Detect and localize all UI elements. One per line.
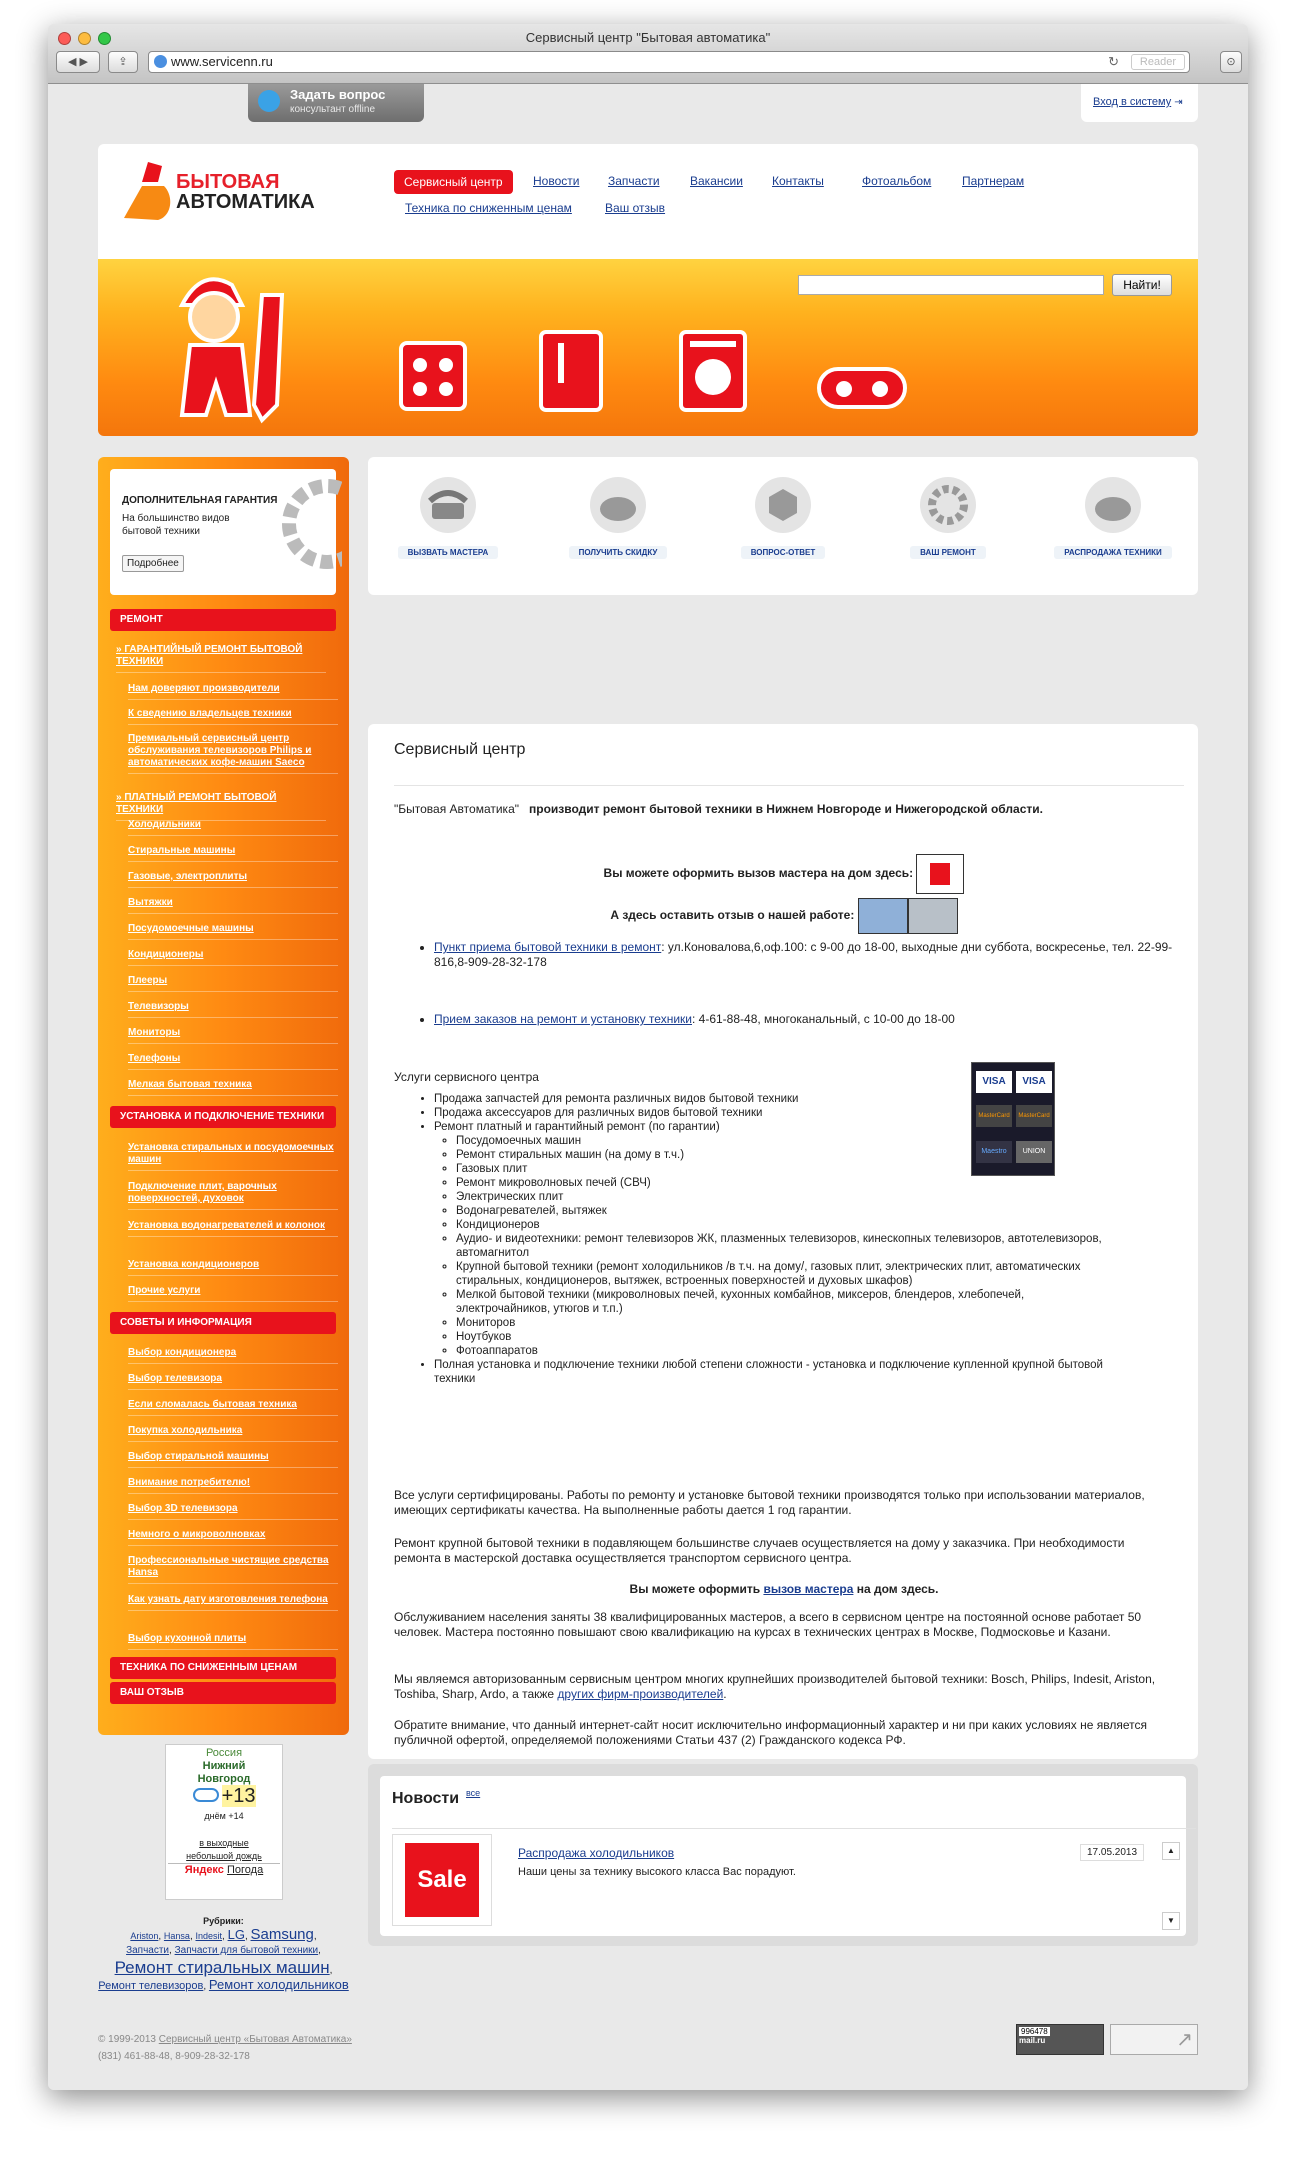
copyright-link[interactable]: Сервисный центр «Бытовая Автоматика» [158, 2034, 352, 2045]
sidebar-item-tip-3d-tv[interactable]: Выбор 3D телевизора [128, 1503, 338, 1520]
sidebar-item-players[interactable]: Плееры [128, 975, 338, 992]
quick-get-discount[interactable] [558, 475, 678, 560]
news-item-link[interactable]: Распродажа холодильников [518, 1846, 675, 1860]
washing-machine-icon [678, 329, 748, 413]
search-input[interactable] [798, 275, 1104, 295]
staff-paragraph: Обслуживанием населения заняты 38 квалифицированных мастеров, а всего в сервисном центре на постоянной основе работает 50 человек. Мастера постоянно повышают свою квалификацию на курсах в технических центрах в Москве, Подмосковье и Казани. [394, 1610, 1142, 1639]
service-repair-label: Ремонт платный и гарантийный ремонт (по гарантии) [434, 1121, 720, 1133]
quick-call-master[interactable] [388, 475, 508, 560]
sidebar-item-conditioners[interactable]: Кондиционеры [128, 949, 338, 966]
authorized-paragraph [394, 1672, 1174, 1702]
repair-item: ◦ Мелкой бытовой техники (микроволновых печей, кухонных комбайнов, миксеров, блендеров, хлебопечей, электрочайников, утюгов и т.п.) [456, 1288, 1114, 1316]
call-here-row [394, 854, 1174, 894]
quick-your-repair[interactable] [888, 475, 1008, 560]
news-block [368, 1764, 1198, 1946]
sidebar-section-discount[interactable]: ТЕХНИКА ПО СНИЖЕННЫМ ЦЕНАМ [110, 1657, 336, 1679]
brand-line1: БЫТОВАЯ [176, 171, 280, 193]
sidebar-item-tip-fridge[interactable]: Покупка холодильника [128, 1425, 338, 1442]
sidebar-section-installation[interactable]: УСТАНОВКА И ПОДКЛЮЧЕНИЕ ТЕХНИКИ [110, 1106, 336, 1128]
stove-icon [398, 329, 468, 413]
reload-icon[interactable]: ↻ [1108, 54, 1119, 69]
footer-phones: (831) 461-88-48, 8-909-28-32-178 [98, 2051, 250, 2062]
sidebar-item-warranty-repair-label[interactable]: ГАРАНТИЙНЫЙ РЕМОНТ БЫТОВОЙ ТЕХНИКИ [116, 644, 303, 667]
sidebar-item-tip-consumer[interactable]: Внимание потребителю! [128, 1477, 338, 1494]
sidebar-item-tip-tv[interactable]: Выбор телевизора [128, 1373, 338, 1390]
quick-actions [368, 457, 1198, 595]
sidebar-item-fridges[interactable]: Холодильники [128, 819, 338, 836]
sidebar-section-review[interactable]: ВАШ ОТЗЫВ [110, 1682, 336, 1704]
weather-day: днём +14 [204, 1811, 244, 1821]
login-box [1081, 84, 1198, 122]
repair-item: ◦ Крупной бытовой техники (ремонт холодильников /в т.ч. на дому/, газовых плит, электрических плит, автоматических стиральных, кондиционеров, вытяжек, встроенных поверхностей и духовых шкафов) [456, 1260, 1114, 1288]
ask-status: консультант offline [290, 104, 376, 115]
service-item: • Продажа аксессуаров для различных видов бытовой техники [434, 1106, 1114, 1120]
nav-discount[interactable]: Техника по сниженным ценам [405, 201, 572, 215]
reader-button[interactable]: Reader [1131, 54, 1185, 70]
tag-cloud: Рубрики: Ariston, Hansa, Indesit, LG, Samsung, Запчасти, Запчасти для бытовой техники, Ремонт стиральных машин, Ремонт телевизоров, Ремонт холодильников [98, 1916, 349, 1992]
point-link[interactable]: Пункт приема бытовой техники в ремонт [434, 940, 662, 954]
your-repair-button[interactable]: ВАШ РЕМОНТ [910, 546, 986, 559]
url-text[interactable]: www.servicenn.ru [171, 54, 273, 69]
point-text: : ул.Коновалова,6,оф.100: с 9-00 до 18-00, выходные дни суббота, воскресенье, тел. 22-99-816,8-909-28-32-178 [434, 940, 1173, 969]
sidebar-item-paid-repair-label[interactable]: ПЛАТНЫЙ РЕМОНТ БЫТОВОЙ ТЕХНИКИ [116, 792, 277, 815]
title-divider [394, 785, 1184, 786]
news-thumb[interactable] [392, 1834, 492, 1926]
weather-country: Россия [205, 1747, 243, 1759]
call-master-button[interactable]: ВЫЗВАТЬ МАСТЕРА [398, 546, 499, 559]
service-item [434, 1120, 1114, 1358]
tag-hansa[interactable]: Hansa [163, 1931, 190, 1941]
tags-title: Рубрики: [203, 1916, 244, 1926]
repair-item: ◦ Посудомоечных машин [456, 1134, 1114, 1148]
browser-window [48, 24, 1248, 2090]
forward-arrow-icon[interactable]: ▶ [79, 56, 88, 68]
gear-icon [282, 479, 342, 569]
pogoda-link[interactable]: Погода [226, 1864, 264, 1876]
intro [394, 802, 1174, 817]
repair-sublist [434, 1134, 1114, 1358]
sidebar-item-warranty-repair[interactable]: » ГАРАНТИЙНЫЙ РЕМОНТ БЫТОВОЙ ТЕХНИКИ [116, 644, 326, 673]
arrow-icon: ↗ [1176, 2029, 1193, 2051]
chat-icon [258, 90, 280, 112]
sidebar-item-install-heaters[interactable]: Установка водонагревателей и колонок [128, 1220, 338, 1237]
weather-city2: Новгород [197, 1773, 251, 1785]
login-icon: ⇥ [1174, 97, 1183, 108]
weather-city1: Нижний [202, 1760, 246, 1772]
sidebar-item-monitors[interactable]: Мониторы [128, 1027, 338, 1044]
sale-image: Sale [405, 1843, 479, 1917]
sidebar-item-tip-phone-date[interactable]: Как узнать дату изготовления телефона [128, 1594, 338, 1611]
mastercard-1: MasterCard [976, 1105, 1012, 1127]
weather-forecast: небольшой дождь [186, 1851, 262, 1861]
get-discount-button[interactable]: ПОЛУЧИТЬ СКИДКУ [569, 546, 668, 559]
mascot-icon [142, 265, 312, 425]
search-button[interactable]: Найти! [1112, 274, 1172, 296]
tag-fridge-repair[interactable]: Ремонт холодильников [208, 1977, 349, 1992]
visa-card-2: VISA [1016, 1071, 1052, 1093]
piggy-sale-icon [1083, 475, 1143, 535]
maestro-card: Maestro [976, 1141, 1012, 1163]
nav-partners[interactable]: Партнерам [962, 174, 1025, 188]
repair-item: ◦ Мониторов [456, 1316, 1114, 1330]
call-master-paragraph [394, 1582, 1174, 1597]
sidebar-item-tip-hansa[interactable]: Профессиональные чистящие средства Hansa [128, 1555, 338, 1584]
union-card: UNION [1016, 1141, 1052, 1163]
back-arrow-icon[interactable]: ◀ [68, 56, 77, 68]
repair-item: ◦ Ноутбуков [456, 1330, 1114, 1344]
nav-photoalbum[interactable]: Фотоальбом [862, 174, 932, 188]
services-heading: Услуги сервисного центра [394, 1070, 539, 1084]
nav-news[interactable]: Новости [533, 174, 580, 188]
tag-lg[interactable]: LG [227, 1927, 245, 1942]
authorized-text: Мы являемся авторизованным сервисным центром многих крупнейших производителей бытовой техники: Bosch, Philips, Indesit, Ariston, Toshiba, Sharp, Ardo, а также [394, 1672, 1156, 1701]
page-title: Сервисный центр [394, 741, 526, 758]
news-inner [380, 1776, 1186, 1936]
web-page [48, 84, 1248, 2090]
mastercard-2: MasterCard [1016, 1105, 1052, 1127]
orders-item [434, 1012, 1174, 1027]
sidebar [98, 457, 349, 1735]
sidebar-item-owners-info[interactable]: К сведению владельцев техники [128, 708, 338, 725]
sidebar-item-tip-broken[interactable]: Если сломалась бытовая техника [128, 1399, 338, 1416]
repair-item: ◦ Водонагревателей, вытяжек [456, 1204, 1114, 1218]
sidebar-item-stoves[interactable]: Газовые, электроплиты [128, 871, 338, 888]
nav-contacts[interactable]: Контакты [772, 174, 824, 188]
brand-name[interactable] [176, 172, 315, 212]
tag-tv-repair[interactable]: Ремонт телевизоров [98, 1980, 204, 1992]
visa-card-1: VISA [976, 1071, 1012, 1093]
cloud-icon [193, 1788, 219, 1802]
sidebar-item-tip-washer[interactable]: Выбор стиральной машины [128, 1451, 338, 1468]
sidebar-item-phones[interactable]: Телефоны [128, 1053, 338, 1070]
call-master-image[interactable] [916, 854, 964, 894]
sidebar-item-hoods[interactable]: Вытяжки [128, 897, 338, 914]
call-master-text-b: на дом здесь. [853, 1582, 939, 1596]
login-link[interactable]: Вход в систему [1093, 96, 1172, 108]
repair-item: ◦ Электрических плит [456, 1190, 1114, 1204]
tag-parts[interactable]: Запчасти [126, 1945, 170, 1956]
sidebar-item-dishwashers[interactable]: Посудомоечные машины [128, 923, 338, 940]
tag-indesit[interactable]: Indesit [195, 1931, 223, 1941]
news-date: 17.05.2013 [1080, 1844, 1144, 1861]
counter-value: 996478 [1021, 2027, 1048, 2036]
nav-vacancies[interactable]: Вакансии [690, 174, 743, 188]
tag-washer-repair[interactable]: Ремонт стиральных машин [114, 1958, 330, 1977]
review-image-2[interactable] [908, 898, 958, 934]
orders-list [394, 1012, 1174, 1027]
logo-icon[interactable] [118, 162, 178, 222]
news-item-text: Наши цены за технику высокого класса Вас порадуют. [518, 1866, 796, 1878]
sidebar-item-paid-repair[interactable]: » ПЛАТНЫЙ РЕМОНТ БЫТОВОЙ ТЕХНИКИ [116, 792, 326, 821]
news-all-link[interactable]: все [466, 1788, 481, 1798]
guarantee-promo [110, 469, 336, 595]
services-list [394, 1092, 1114, 1386]
sidebar-section-tips[interactable]: СОВЕТЫ И ИНФОРМАЦИЯ [110, 1312, 336, 1334]
intro-text: производит ремонт бытовой техники в Нижнем Новгороде и Нижегородской области. [529, 802, 1043, 816]
nav-parts[interactable]: Запчасти [608, 174, 660, 188]
quick-faq[interactable] [723, 475, 843, 560]
tape-player-icon [816, 359, 908, 411]
contact-list [394, 940, 1174, 970]
footer [98, 2034, 352, 2062]
call-master-text-a: Вы можете оформить [629, 1582, 764, 1596]
yandex-logo: Яндекс [184, 1864, 224, 1876]
intro-company: "Бытовая Автоматика" [394, 802, 519, 816]
header-banner [98, 259, 1198, 436]
copyright-text: © 1999-2013 [98, 2034, 159, 2045]
sidebar-item-install-conditioners[interactable]: Установка кондиционеров [128, 1259, 338, 1276]
ask-question-widget[interactable] [248, 84, 424, 122]
tag-samsung[interactable]: Samsung [250, 1926, 314, 1943]
weather-temp: +13 [221, 1785, 256, 1807]
sidebar-item-tip-microwaves[interactable]: Немного о микроволновках [128, 1529, 338, 1546]
sidebar-item-install-washers[interactable]: Установка стиральных и посудомоечных машин [128, 1142, 338, 1171]
second-counter[interactable] [1110, 2024, 1198, 2055]
orders-text: : 4-61-88-48, многоканальный, с 10-00 до 18-00 [692, 1012, 955, 1026]
promo-more-button[interactable]: Подробнее [122, 555, 184, 572]
call-master-link[interactable]: вызов мастера [763, 1582, 854, 1596]
certified-paragraph: Все услуги сертифицированы. Работы по ремонту и установке бытовой техники производятся только при использовании материалов, имеющих сертификаты качества. На выполненные работы дается 1 год гарантии. [394, 1488, 1145, 1517]
orders-link[interactable]: Прием заказов на ремонт и установку техники [434, 1012, 692, 1026]
share-icon: ⇪ [118, 56, 128, 68]
counter-logo: mail.ru [1019, 2036, 1046, 2045]
phone-icon [418, 475, 478, 535]
sidebar-item-tip-stove[interactable]: Выбор кухонной плиты [128, 1633, 338, 1650]
review-text: А здесь оставить отзыв о нашей работе: [610, 908, 855, 923]
header [98, 144, 1198, 262]
fridge-icon [538, 329, 604, 413]
repair-item: ◦ Газовых плит [456, 1162, 1114, 1176]
gear-wheel-icon [918, 475, 978, 535]
tag-appliance-parts[interactable]: Запчасти для бытовой техники [174, 1945, 319, 1956]
sidebar-item-other-services[interactable]: Прочие услуги [128, 1285, 338, 1302]
weather-widget[interactable] [165, 1744, 283, 1900]
sidebar-item-small-appliances[interactable]: Мелкая бытовая техника [128, 1079, 338, 1096]
tag-ariston[interactable]: Ariston [130, 1931, 159, 1941]
downloads-button[interactable] [1220, 51, 1242, 73]
review-row [394, 898, 1174, 934]
address-bar[interactable] [148, 51, 1190, 73]
service-item: • Полная установка и подключение техники любой степени сложности - установка и подключение купленной крупной бытовой техники [434, 1358, 1114, 1386]
repair-item: ◦ Кондиционеров [456, 1218, 1114, 1232]
news-scroll-down-icon[interactable]: ▼ [1162, 1912, 1180, 1930]
promo-text: На большинство видов бытовой техники [122, 513, 230, 537]
main-content [368, 724, 1198, 1759]
contact-point [434, 940, 1174, 970]
share-button[interactable] [108, 51, 138, 73]
repair-item: ◦ Аудио- и видеотехники: ремонт телевизоров ЖК, плазменных телевизоров, кинескопных телевизоров, автотелевизоров, автомагнитол [456, 1232, 1114, 1260]
sidebar-item-philips-saeco[interactable]: Премиальный сервисный центр обслуживания телевизоров Philips и автоматических кофе-машин Saeco [128, 733, 338, 774]
authorized-end: . [723, 1687, 727, 1701]
review-image-1[interactable] [858, 898, 908, 934]
sidebar-section-repair[interactable]: РЕМОНТ [110, 609, 336, 631]
ask-title: Задать вопрос [290, 87, 386, 102]
sidebar-item-tip-conditioner[interactable]: Выбор кондиционера [128, 1347, 338, 1364]
disclaimer-paragraph: Обратите внимание, что данный интернет-сайт носит исключительно информационный характер и ни при каких условиях не является публичной офертой, определяемой положениями Статьи 437 (2) Гражданского кодекса РФ. [394, 1718, 1147, 1747]
globe-icon [154, 55, 167, 68]
quick-sale[interactable] [1053, 475, 1173, 560]
news-divider [392, 1828, 1196, 1829]
home-repair-paragraph: Ремонт крупной бытовой техники в подавляющем большинстве случаев осуществляется на дому у заказчика. При необходимости ремонта в мастерской доставка осуществляется транспортом сервисного центра. [394, 1536, 1125, 1565]
news-title: Новости [392, 1790, 460, 1807]
bolt-nut-icon [753, 475, 813, 535]
download-icon: ⊙ [1226, 56, 1236, 68]
repair-item: ◦ Фотоаппаратов [456, 1344, 1114, 1358]
sidebar-item-manufacturers[interactable]: Нам доверяют производители [128, 683, 338, 700]
sale-button[interactable]: РАСПРОДАЖА ТЕХНИКИ [1054, 546, 1172, 559]
brand-line2: АВТОМАТИКА [176, 191, 315, 213]
mascot-small-icon [930, 863, 950, 885]
repair-item: ◦ Ремонт стиральных машин (на дому в т.ч.) [456, 1148, 1114, 1162]
repair-item: ◦ Ремонт микроволновых печей (СВЧ) [456, 1176, 1114, 1190]
nav-service-center[interactable]: Сервисный центр [394, 170, 513, 194]
call-here-text: Вы можете оформить вызов мастера на дом здесь: [603, 866, 914, 881]
sidebar-item-washers[interactable]: Стиральные машины [128, 845, 338, 862]
faq-button[interactable]: ВОПРОС-ОТВЕТ [741, 546, 826, 559]
nav-review[interactable]: Ваш отзыв [605, 201, 666, 215]
news-scroll-up-icon[interactable]: ▲ [1162, 1842, 1180, 1860]
browser-titlebar [48, 24, 1248, 84]
back-forward-buttons[interactable] [56, 51, 100, 73]
window-title: Сервисный центр "Бытовая автоматика" [525, 30, 771, 45]
promo-title: ДОПОЛНИТЕЛЬНАЯ ГАРАНТИЯ [122, 495, 278, 506]
mailru-counter[interactable] [1016, 2024, 1104, 2055]
sidebar-item-connect-stoves[interactable]: Подключение плит, варочных поверхностей, духовок [128, 1181, 338, 1210]
service-item: • Продажа запчастей для ремонта различных видов бытовой техники [434, 1092, 1114, 1106]
weather-weekend: в выходные [199, 1838, 249, 1848]
piggy-bank-icon [588, 475, 648, 535]
other-manufacturers-link[interactable]: других фирм-производителей [557, 1687, 724, 1701]
sidebar-item-tvs[interactable]: Телевизоры [128, 1001, 338, 1018]
